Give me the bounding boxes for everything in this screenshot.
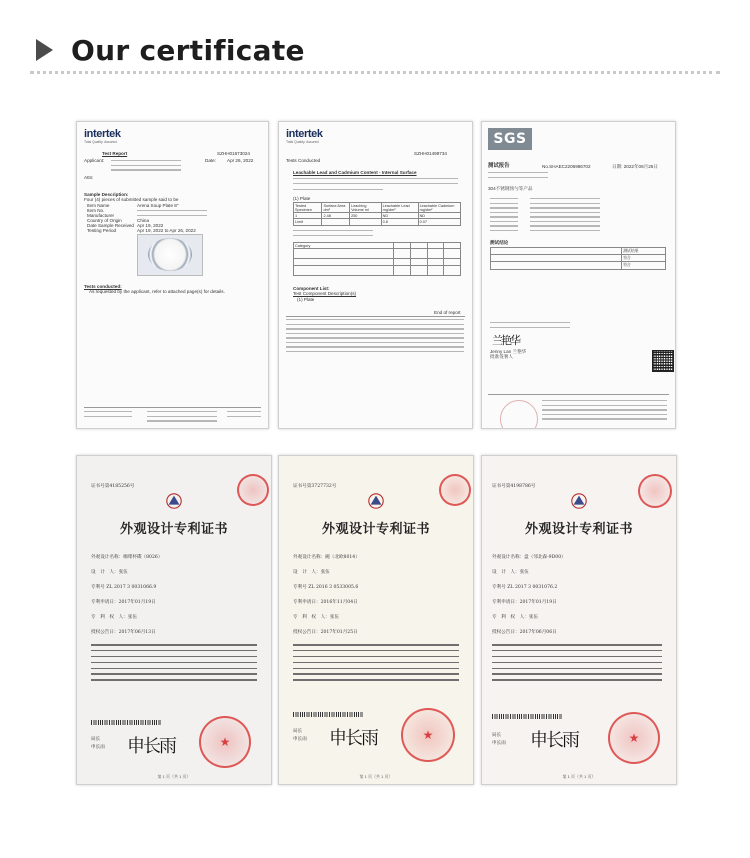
component-row: (1) Plate	[297, 297, 315, 302]
sgs-signer: Jenny Lan 兰艳华	[490, 349, 527, 354]
grant-date: 授权公告日：2017年01月25日	[293, 630, 358, 635]
disclaimer-divider	[286, 316, 465, 317]
filing-date: 专利申请日：2016年11月04日	[293, 600, 358, 605]
patent-cert-number: 证书号第3727732号	[293, 484, 337, 489]
filing-date: 专利申请日：2017年01月19日	[91, 600, 156, 605]
category-table: Category	[293, 242, 461, 276]
patent-cert-number: 证书号第4198786号	[492, 484, 536, 489]
grant-date: 授权公告日：2017年06月13日	[91, 630, 156, 635]
certificate-sgs-report[interactable]	[481, 121, 676, 429]
method-text	[293, 178, 458, 187]
designer: 设 计 人：张伍	[293, 570, 330, 575]
director-label: 局长	[492, 733, 502, 738]
certificate-intertek-report-1[interactable]	[76, 121, 269, 429]
patent-body-text	[293, 644, 459, 685]
sgs-title: 测试报告	[488, 163, 510, 169]
footer-address-left	[84, 411, 132, 420]
design-name: 外观设计名称：碗（北欧8014）	[293, 555, 360, 560]
page-footer: 第 1 页（共 1 页）	[562, 774, 596, 779]
page-footer: 第 1 页（共 1 页）	[359, 774, 393, 779]
designer: 设 计 人：张伍	[91, 570, 128, 575]
intertek-tagline: Total Quality. Assured.	[286, 140, 320, 144]
certificate-design-patent-2[interactable]	[278, 455, 474, 785]
intertek-logo: intertek	[84, 128, 121, 140]
section-heading: Leachable Lead and Cadmium Content - Internal Surface	[293, 170, 417, 175]
intertek-logo: intertek	[286, 128, 323, 140]
section-header	[36, 30, 305, 70]
sgs-conclusion-label: 测试结论	[490, 240, 509, 245]
manufacturer-label: Manufacturer	[87, 213, 115, 218]
director-signature: 申长雨	[329, 728, 377, 749]
certificate-intertek-report-2[interactable]	[278, 121, 473, 429]
report-number: SZHH01673024	[217, 151, 250, 156]
patent-body-text	[492, 644, 662, 685]
sample-line: Four (4) pieces of submitted sample said to be	[84, 197, 179, 202]
top-right-seal	[237, 474, 269, 506]
barcode	[492, 714, 562, 719]
certificate-design-patent-1[interactable]	[76, 455, 272, 785]
report-number: SZHH01499734	[414, 151, 447, 156]
official-red-seal: ★	[608, 712, 660, 764]
patent-owner: 专 利 权 人：张伍	[293, 615, 339, 620]
footer-address-right	[227, 411, 261, 420]
patent-owner: 专 利 权 人：张伍	[492, 615, 538, 620]
table-notes	[293, 230, 373, 239]
attn-label: Attn:	[84, 175, 94, 180]
director-signature: 申长雨	[530, 730, 578, 751]
director-name: 申长雨	[91, 745, 105, 750]
director-name: 申长雨	[293, 737, 307, 742]
sgs-signature: 兰艳华	[492, 334, 519, 347]
period-value: Apr 19, 2022 to Apr 26, 2022	[137, 228, 196, 233]
leachable-results-table: Tested Specimen Surface Area dm² Leaching Volume ml Leachable Lead mg/dm² Leachable Cadmium mg/dm² 1 2.48 250 ND ND Limit 0.8 0.07	[293, 202, 461, 226]
footer-divider	[84, 407, 261, 408]
sgs-result-table: 测试结果 符合 符合	[490, 247, 666, 270]
barcode	[293, 712, 363, 717]
patent-title: 外观设计专利证书	[524, 522, 633, 537]
sample-plate-label: (1) Plate	[293, 196, 311, 201]
disclaimer-text	[286, 319, 464, 356]
patent-emblem-icon	[165, 492, 183, 510]
condition-text	[293, 189, 383, 194]
design-name: 外观设计名称：盘（邻北森-9D00）	[492, 555, 566, 560]
director-label: 局长	[293, 729, 303, 734]
certificate-design-patent-3[interactable]	[481, 455, 677, 785]
official-red-seal: ★	[401, 708, 455, 762]
report-label: Test Report	[102, 151, 128, 156]
footer-address-mid	[147, 411, 217, 425]
page-title: Our certificate	[71, 33, 305, 67]
applicant-label: Applicant:	[84, 158, 105, 163]
report-date: Apr 26, 2022	[227, 158, 254, 163]
qr-code-icon	[652, 350, 674, 372]
page-footer: 第 1 页（共 1 页）	[157, 774, 191, 779]
sgs-stamp-seal	[500, 400, 538, 429]
patent-cert-number: 证书号第4185256号	[91, 484, 135, 489]
barcode	[91, 720, 161, 725]
applicant-text	[111, 160, 181, 174]
top-right-seal	[439, 474, 471, 506]
filing-date: 专利申请日：2017年01月19日	[492, 600, 557, 605]
sgs-logo: SGS	[488, 128, 532, 150]
patent-number: 专利号 ZL 2017 3 0031076.2	[492, 585, 558, 590]
design-name: 外观设计名称：咖啡杯碟（8026）	[91, 555, 163, 560]
origin-label: Country of Origin	[87, 218, 122, 223]
sgs-company-text	[490, 322, 570, 331]
top-right-seal	[638, 474, 672, 508]
director-signature: 申长雨	[127, 736, 175, 757]
director-name: 申长雨	[492, 741, 506, 746]
patent-owner: 专 利 权 人：张伍	[91, 615, 137, 620]
sgs-date: 日期: 2022年06月25日	[612, 164, 658, 169]
origin-value: China	[137, 218, 150, 223]
patent-title: 外观设计专利证书	[119, 522, 228, 537]
received-value: Apr 19, 2022	[137, 223, 164, 228]
play-triangle-icon	[36, 39, 53, 61]
item-name: Arena Soup Plate 8"	[137, 203, 179, 208]
official-red-seal: ★	[199, 716, 251, 768]
sgs-signer-title: 批准签署人	[490, 354, 513, 359]
sgs-field-labels	[490, 198, 518, 235]
period-label: Testing Period	[87, 228, 117, 233]
tests-conducted-label: Tests conducted:	[84, 284, 122, 289]
director-label: 局长	[91, 737, 101, 742]
sgs-footer-divider	[488, 394, 669, 395]
tests-conducted-label: Tests Conducted	[286, 158, 321, 163]
dotted-divider	[30, 71, 720, 74]
patent-title: 外观设计专利证书	[321, 522, 430, 537]
sgs-client-text	[488, 172, 548, 181]
item-no-label: Item No.	[87, 208, 105, 213]
designer: 设 计 人：张伍	[492, 570, 529, 575]
sgs-field-values	[530, 198, 600, 235]
patent-number: 专利号 ZL 2017 3 0031066.9	[91, 585, 157, 590]
sgs-number: No.SHAEC2206986702	[542, 164, 591, 169]
patent-body-text	[91, 644, 257, 685]
tests-conducted-text: As requested by the applicant, refer to attached page(s) for details.	[89, 289, 225, 294]
sgs-product: 304不锈钢汤勺等产品	[488, 186, 533, 191]
patent-number: 专利号 ZL 2016 3 0533005.6	[293, 585, 359, 590]
patent-emblem-icon	[367, 492, 385, 510]
patent-emblem-icon	[570, 492, 588, 510]
date-label: Date:	[205, 158, 216, 163]
received-label: Date Sample Received	[87, 223, 134, 228]
grant-date: 授权公告日：2017年06月06日	[492, 630, 557, 635]
sgs-footer-text	[542, 400, 667, 423]
component-header: Test Component Description(s)	[293, 291, 357, 296]
end-of-report: End of report	[434, 310, 461, 315]
sample-description-label: Sample Description:	[84, 192, 129, 197]
component-list-label: Component List:	[293, 286, 330, 291]
sample-plate-photo	[137, 234, 203, 276]
item-name-label: Item Name	[87, 203, 110, 208]
intertek-tagline: Total Quality. Assured.	[84, 140, 118, 144]
